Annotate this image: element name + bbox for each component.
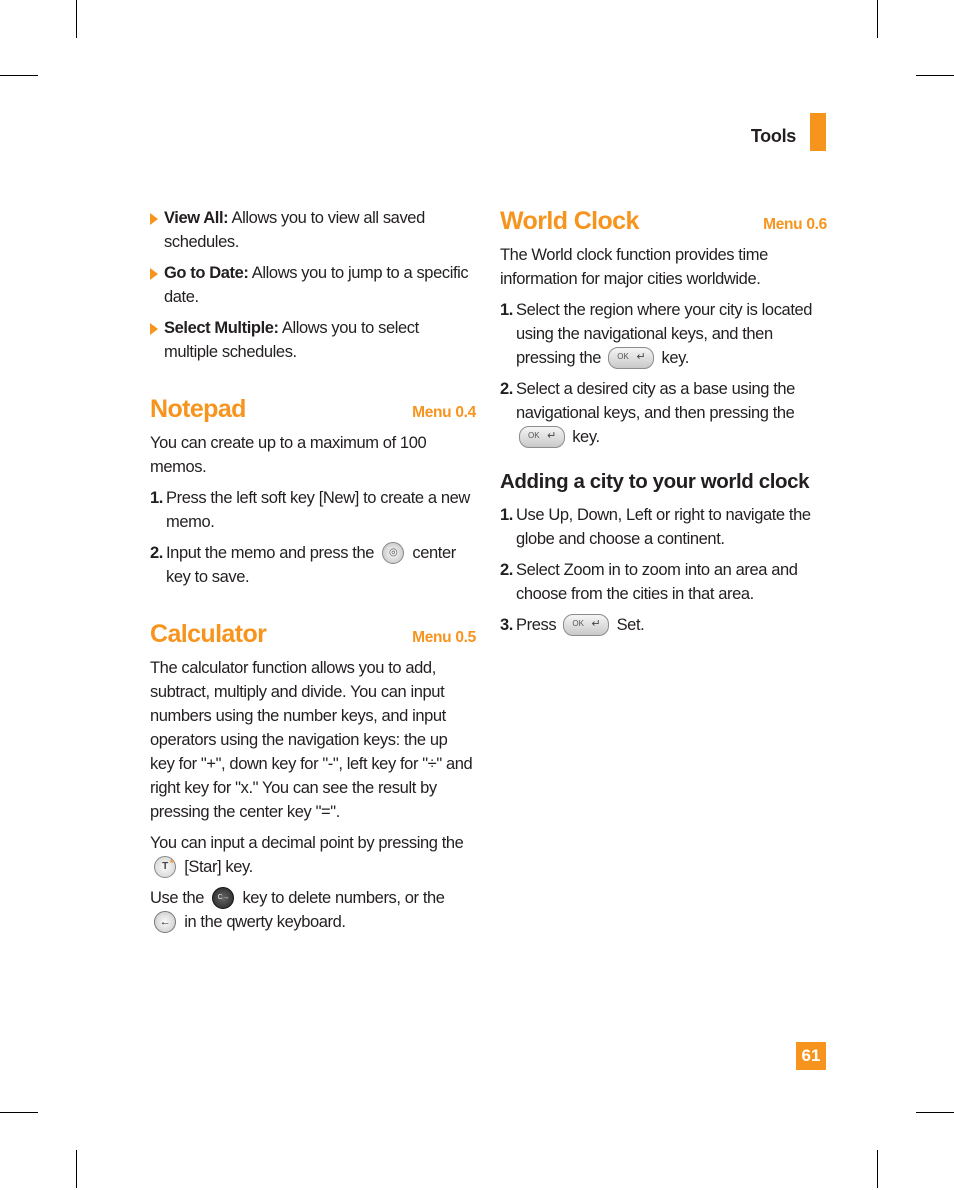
bullet-text: Allows you to select multiple schedules. xyxy=(164,319,419,361)
step-number: 1. xyxy=(500,506,513,524)
step-text: Press the left soft key [New] to create a new memo. xyxy=(166,489,470,531)
enter-arrow-icon: ↵ xyxy=(636,350,646,363)
enter-arrow-icon: ↵ xyxy=(591,617,601,630)
bullet-go-to-date xyxy=(150,261,476,309)
bullet-arrow-icon xyxy=(150,268,158,280)
calculator-heading xyxy=(150,619,476,650)
center-key-icon: ◎ xyxy=(382,542,404,564)
bullet-text: Allows you to view all saved schedules. xyxy=(164,209,425,251)
bullet-label: Go to Date: xyxy=(164,264,249,282)
enter-arrow-icon: ↵ xyxy=(547,429,556,442)
star-key-icon xyxy=(154,856,176,878)
section-header: Tools xyxy=(750,126,796,146)
left-column xyxy=(150,206,476,941)
step-text: Select Zoom in to zoom into an area and choose from the cities in that area. xyxy=(516,561,798,603)
bullet-label: Select Multiple: xyxy=(164,319,279,337)
bullet-arrow-icon xyxy=(150,323,158,335)
ok-key-icon xyxy=(563,614,609,636)
crop-mark xyxy=(0,75,38,76)
world-clock-menu-number: Menu 0.6 xyxy=(763,216,827,233)
clear-key-icon: C→ xyxy=(212,887,234,909)
step-number: 3. xyxy=(500,616,513,634)
notepad-heading xyxy=(150,394,476,425)
right-column xyxy=(500,206,827,644)
calculator-delete-note xyxy=(150,886,476,934)
adding-step-1 xyxy=(500,503,827,551)
bullet-label: View All: xyxy=(164,209,229,227)
adding-step-2 xyxy=(500,558,827,606)
notepad-step-1 xyxy=(150,486,476,534)
step-text: Input the memo and press the xyxy=(166,544,375,562)
step-text: Use Up, Down, Left or right to navigate the globe and choose a continent. xyxy=(516,506,811,548)
adding-step-3 xyxy=(500,613,827,637)
crop-mark xyxy=(916,75,954,76)
paragraph-text: in the qwerty keyboard. xyxy=(184,913,346,931)
bullet-text: Allows you to jump to a specific date. xyxy=(164,264,469,306)
step-text: Select a desired city as a base using the navigational keys, and then pressing the xyxy=(516,380,795,422)
crop-mark xyxy=(877,0,878,38)
crop-mark xyxy=(76,0,77,38)
notepad-intro: You can create up to a maximum of 100 memos. xyxy=(150,434,427,476)
world-clock-intro: The World clock function provides time information for major cities worldwide. xyxy=(500,246,768,288)
step-text: key. xyxy=(661,349,689,367)
adding-city-heading: Adding a city to your world clock xyxy=(500,470,810,493)
bullet-select-multiple xyxy=(150,316,476,364)
calculator-description: The calculator function allows you to add, subtract, multiply and divide. You can input numbers using the number keys, and input operators using the navigation keys: the up key for "+", down key for "-", left key for "÷" and right key for "x." You can see the result by pressing the center key "=". xyxy=(150,659,473,821)
page-number: 61 xyxy=(796,1042,826,1070)
crop-mark xyxy=(76,1150,77,1188)
crop-mark xyxy=(877,1150,878,1188)
world-clock-step-1 xyxy=(500,298,827,370)
paragraph-text: Use the xyxy=(150,889,205,907)
ok-key-label: OK xyxy=(528,430,540,440)
paragraph-text: key to delete numbers, or the xyxy=(242,889,445,907)
step-number: 2. xyxy=(500,561,513,579)
notepad-title: Notepad xyxy=(150,395,246,423)
calculator-menu-number: Menu 0.5 xyxy=(412,629,476,646)
calculator-decimal-note xyxy=(150,831,476,879)
ok-key-label: OK xyxy=(572,618,584,628)
bullet-arrow-icon xyxy=(150,213,158,225)
step-number: 1. xyxy=(500,301,513,319)
world-clock-title: World Clock xyxy=(500,207,639,235)
paragraph-text: You can input a decimal point by pressing the xyxy=(150,834,464,852)
star-key-superscript: * xyxy=(169,857,173,868)
backspace-key-icon: ← xyxy=(154,911,176,933)
step-text: Press xyxy=(516,616,557,634)
ok-key-icon xyxy=(519,426,565,448)
ok-key-label: OK xyxy=(617,351,629,361)
step-text: Select the region where your city is located using the navigational keys, and then pressing the xyxy=(516,301,813,367)
crop-mark xyxy=(0,1112,38,1113)
notepad-menu-number: Menu 0.4 xyxy=(412,404,476,421)
section-tab-marker xyxy=(810,113,826,151)
bullet-view-all xyxy=(150,206,476,254)
paragraph-text: [Star] key. xyxy=(184,858,253,876)
step-number: 1. xyxy=(150,489,163,507)
step-text: key. xyxy=(572,428,600,446)
notepad-step-2 xyxy=(150,541,476,589)
world-clock-heading xyxy=(500,206,827,237)
step-number: 2. xyxy=(150,544,163,562)
calculator-title: Calculator xyxy=(150,620,267,648)
step-text: Set. xyxy=(616,616,645,634)
crop-mark xyxy=(916,1112,954,1113)
ok-key-icon xyxy=(608,347,654,369)
star-key-glyph: T xyxy=(162,860,168,872)
step-number: 2. xyxy=(500,380,513,398)
world-clock-step-2 xyxy=(500,377,827,449)
step-text: center key to save. xyxy=(166,544,456,586)
